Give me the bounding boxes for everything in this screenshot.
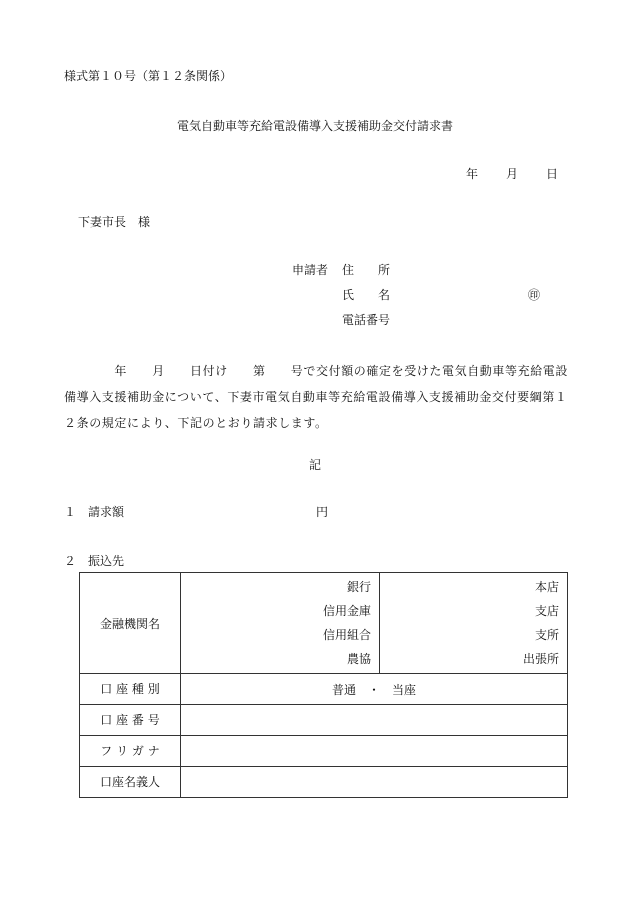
bank-type-shinkumi: 信用組合 — [322, 628, 371, 642]
request-amount-unit: 円 — [316, 505, 329, 519]
table-row — [80, 705, 568, 736]
form-number: 様式第１０号（第１２条関係） — [64, 69, 233, 83]
account-number-label: 口 座 番 号 — [80, 705, 181, 736]
account-number-field[interactable] — [181, 705, 568, 736]
branch-type-sub: 支所 — [534, 628, 559, 642]
branch-type-office: 出張所 — [522, 652, 559, 666]
bank-account-table — [79, 572, 568, 798]
date-month: 月 — [506, 167, 519, 181]
applicant-label: 申請者 — [292, 263, 329, 277]
date-year: 年 — [466, 167, 479, 181]
address-label: 住 所 — [342, 263, 391, 277]
request-amount-label: １ 請求額 — [64, 505, 125, 519]
table-row — [80, 573, 568, 674]
bank-label-cell — [80, 573, 181, 674]
body-paragraph: 年 月 日付け 第 号で交付額の確定を受けた電気自動車等充給電設備導入支援補助金について、下妻市電気自動車等充給電設備導入支援補助金交付要綱第１２条の規定により、下記のとおり請求します。 — [64, 364, 569, 430]
ki-heading: 記 — [308, 458, 321, 472]
account-holder-field[interactable] — [181, 767, 568, 798]
branch-type-cell — [380, 573, 568, 674]
document-title: 電気自動車等充給電設備導入支援補助金交付請求書 — [176, 119, 453, 133]
table-row — [80, 736, 568, 767]
account-type-value[interactable]: 普通 ・ 当座 — [181, 674, 568, 705]
account-type-label: 口 座 種 別 — [80, 674, 181, 705]
bank-type-nokyo: 農協 — [346, 652, 371, 666]
phone-label: 電話番号 — [342, 313, 391, 327]
date-line — [466, 166, 558, 182]
furigana-field[interactable] — [181, 736, 568, 767]
transfer-destination-label: ２ 振込先 — [64, 554, 125, 568]
table-row — [80, 674, 568, 705]
name-label: 氏 名 — [342, 288, 391, 302]
seal-mark: ㊞ — [528, 288, 541, 302]
date-day: 日 — [546, 167, 559, 181]
table-row — [80, 767, 568, 798]
bank-label: 金融機関名 — [99, 616, 160, 631]
furigana-label: フ リ ガ ナ — [80, 736, 181, 767]
bank-type-shinkin: 信用金庫 — [322, 604, 371, 618]
bank-type-bank: 銀行 — [346, 580, 371, 594]
bank-type-cell — [181, 573, 380, 674]
account-holder-label: 口座名義人 — [80, 767, 181, 798]
branch-type-branch: 支店 — [534, 604, 559, 618]
branch-type-head: 本店 — [534, 580, 559, 594]
addressee: 下妻市長 様 — [78, 215, 151, 229]
